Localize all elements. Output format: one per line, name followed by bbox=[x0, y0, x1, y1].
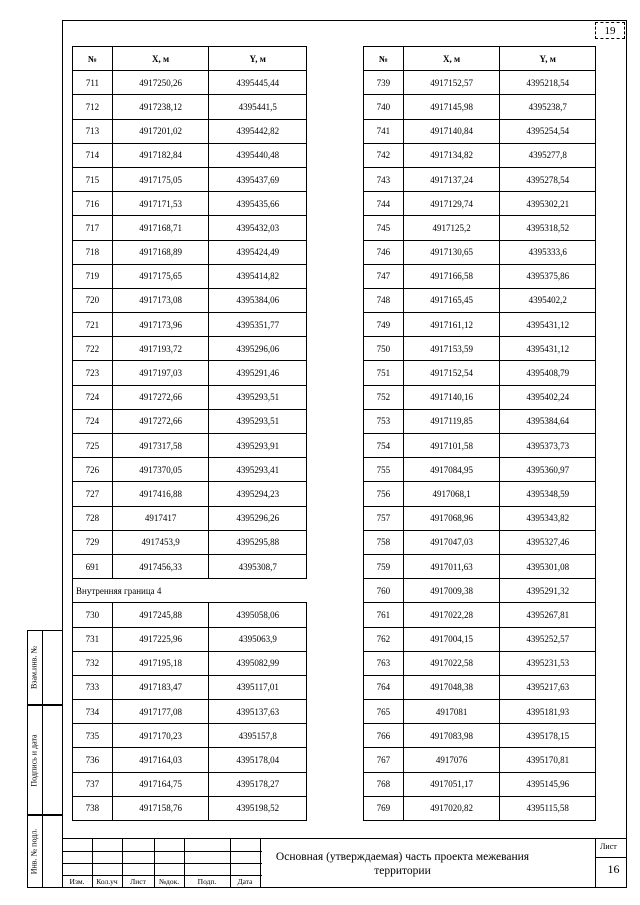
table-row bbox=[364, 482, 596, 506]
x-coordinate: 4917245,88 bbox=[112, 603, 209, 627]
point-number: 734 bbox=[73, 700, 113, 724]
document-title: Основная (утверждаемая) часть проекта межевания территории bbox=[275, 851, 530, 877]
x-coordinate: 4917068,96 bbox=[403, 506, 500, 530]
x-coordinate: 4917182,84 bbox=[112, 143, 209, 167]
point-number: 720 bbox=[73, 288, 113, 312]
y-coordinate: 4395238,7 bbox=[500, 95, 596, 119]
left-table-body bbox=[73, 71, 307, 821]
point-number: 757 bbox=[364, 506, 404, 530]
col-header-number: № bbox=[364, 47, 404, 71]
x-coordinate: 4917171,53 bbox=[112, 192, 209, 216]
y-coordinate: 4395442,82 bbox=[209, 119, 307, 143]
stamp-label-count: Кол.уч bbox=[96, 877, 118, 886]
y-coordinate: 4395082,99 bbox=[209, 651, 307, 675]
x-coordinate: 4917317,58 bbox=[112, 434, 209, 458]
point-number: 725 bbox=[73, 434, 113, 458]
y-coordinate: 4395293,91 bbox=[209, 434, 307, 458]
side-inv-orig-box bbox=[27, 815, 63, 888]
x-coordinate: 4917164,03 bbox=[112, 748, 209, 772]
y-coordinate: 4395137,63 bbox=[209, 700, 307, 724]
y-coordinate: 4395198,52 bbox=[209, 796, 307, 820]
y-coordinate: 4395254,54 bbox=[500, 119, 596, 143]
point-number: 715 bbox=[73, 167, 113, 191]
table-row bbox=[364, 506, 596, 530]
point-number: 765 bbox=[364, 700, 404, 724]
y-coordinate: 4395291,32 bbox=[500, 579, 596, 603]
point-number: 732 bbox=[73, 651, 113, 675]
x-coordinate: 4917197,03 bbox=[112, 361, 209, 385]
table-row bbox=[364, 458, 596, 482]
table-row bbox=[364, 216, 596, 240]
x-coordinate: 4917137,24 bbox=[403, 167, 500, 191]
point-number: 736 bbox=[73, 748, 113, 772]
section-note-row bbox=[73, 579, 307, 603]
x-coordinate: 4917129,74 bbox=[403, 192, 500, 216]
table-row bbox=[364, 651, 596, 675]
table-row bbox=[73, 724, 307, 748]
table-row bbox=[73, 554, 307, 578]
y-coordinate: 4395058,06 bbox=[209, 603, 307, 627]
x-coordinate: 4917225,96 bbox=[112, 627, 209, 651]
point-number: 733 bbox=[73, 675, 113, 699]
point-number: 714 bbox=[73, 143, 113, 167]
y-coordinate: 4395440,48 bbox=[209, 143, 307, 167]
stamp-label-sign: Подп. bbox=[197, 877, 217, 886]
table-row bbox=[364, 748, 596, 772]
point-number: 716 bbox=[73, 192, 113, 216]
y-coordinate: 4395402,2 bbox=[500, 288, 596, 312]
y-coordinate: 4395373,73 bbox=[500, 434, 596, 458]
table-row bbox=[364, 579, 596, 603]
point-number: 712 bbox=[73, 95, 113, 119]
point-number: 729 bbox=[73, 530, 113, 554]
point-number: 737 bbox=[73, 772, 113, 796]
x-coordinate: 4917076 bbox=[403, 748, 500, 772]
point-number: 743 bbox=[364, 167, 404, 191]
table-row bbox=[73, 772, 307, 796]
point-number: 713 bbox=[73, 119, 113, 143]
table-row bbox=[364, 71, 596, 95]
side-inv-replace-box bbox=[27, 630, 63, 705]
table-row bbox=[73, 192, 307, 216]
x-coordinate: 4917165,45 bbox=[403, 288, 500, 312]
stamp-label-date: Дата bbox=[237, 877, 253, 886]
y-coordinate: 4395291,46 bbox=[209, 361, 307, 385]
x-coordinate: 4917193,72 bbox=[112, 337, 209, 361]
y-coordinate: 4395445,44 bbox=[209, 71, 307, 95]
table-row bbox=[73, 651, 307, 675]
x-coordinate: 4917173,08 bbox=[112, 288, 209, 312]
table-row bbox=[73, 240, 307, 264]
table-row bbox=[73, 167, 307, 191]
x-coordinate: 4917417 bbox=[112, 506, 209, 530]
table-row bbox=[364, 796, 596, 820]
y-coordinate: 4395231,53 bbox=[500, 651, 596, 675]
point-number: 739 bbox=[364, 71, 404, 95]
y-coordinate: 4395318,52 bbox=[500, 216, 596, 240]
table-row bbox=[364, 95, 596, 119]
y-coordinate: 4395252,57 bbox=[500, 627, 596, 651]
x-coordinate: 4917125,2 bbox=[403, 216, 500, 240]
table-row bbox=[364, 288, 596, 312]
x-coordinate: 4917175,65 bbox=[112, 264, 209, 288]
x-coordinate: 4917047,03 bbox=[403, 530, 500, 554]
point-number: 718 bbox=[73, 240, 113, 264]
x-coordinate: 4917238,12 bbox=[112, 95, 209, 119]
table-row bbox=[364, 627, 596, 651]
x-coordinate: 4917456,33 bbox=[112, 554, 209, 578]
table-row bbox=[73, 506, 307, 530]
x-coordinate: 4917020,82 bbox=[403, 796, 500, 820]
y-coordinate: 4395348,59 bbox=[500, 482, 596, 506]
point-number: 751 bbox=[364, 361, 404, 385]
y-coordinate: 4395170,81 bbox=[500, 748, 596, 772]
y-coordinate: 4395294,23 bbox=[209, 482, 307, 506]
point-number: 719 bbox=[73, 264, 113, 288]
x-coordinate: 4917022,28 bbox=[403, 603, 500, 627]
table-row bbox=[364, 724, 596, 748]
y-coordinate: 4395441,5 bbox=[209, 95, 307, 119]
point-number: 724 bbox=[73, 409, 113, 433]
y-coordinate: 4395115,58 bbox=[500, 796, 596, 820]
table-row bbox=[364, 772, 596, 796]
x-coordinate: 4917051,17 bbox=[403, 772, 500, 796]
table-row bbox=[364, 361, 596, 385]
table-row bbox=[73, 700, 307, 724]
table-row bbox=[73, 264, 307, 288]
y-coordinate: 4395296,06 bbox=[209, 337, 307, 361]
point-number: 747 bbox=[364, 264, 404, 288]
x-coordinate: 4917101,58 bbox=[403, 434, 500, 458]
y-coordinate: 4395431,12 bbox=[500, 337, 596, 361]
col-header-x: X, м bbox=[403, 47, 500, 71]
point-number: 767 bbox=[364, 748, 404, 772]
x-coordinate: 4917272,66 bbox=[112, 385, 209, 409]
point-number: 756 bbox=[364, 482, 404, 506]
x-coordinate: 4917084,95 bbox=[403, 458, 500, 482]
point-number: 766 bbox=[364, 724, 404, 748]
table-row bbox=[364, 192, 596, 216]
x-coordinate: 4917175,05 bbox=[112, 167, 209, 191]
table-row bbox=[364, 167, 596, 191]
table-row bbox=[73, 530, 307, 554]
table-row bbox=[73, 434, 307, 458]
y-coordinate: 4395408,79 bbox=[500, 361, 596, 385]
y-coordinate: 4395343,82 bbox=[500, 506, 596, 530]
table-row bbox=[73, 216, 307, 240]
point-number: 754 bbox=[364, 434, 404, 458]
table-row bbox=[364, 409, 596, 433]
table-row bbox=[73, 337, 307, 361]
point-number: 762 bbox=[364, 627, 404, 651]
section-note: Внутренняя граница 4 bbox=[73, 579, 307, 603]
y-coordinate: 4395178,04 bbox=[209, 748, 307, 772]
point-number: 760 bbox=[364, 579, 404, 603]
y-coordinate: 4395178,15 bbox=[500, 724, 596, 748]
x-coordinate: 4917119,85 bbox=[403, 409, 500, 433]
point-number: 742 bbox=[364, 143, 404, 167]
side-sign-date-label: Подпись и дата bbox=[29, 734, 39, 787]
y-coordinate: 4395375,86 bbox=[500, 264, 596, 288]
x-coordinate: 4917168,89 bbox=[112, 240, 209, 264]
x-coordinate: 4917140,16 bbox=[403, 385, 500, 409]
x-coordinate: 4917022,58 bbox=[403, 651, 500, 675]
point-number: 753 bbox=[364, 409, 404, 433]
col-header-y: Y, м bbox=[209, 47, 307, 71]
table-row bbox=[73, 796, 307, 820]
y-coordinate: 4395157,8 bbox=[209, 724, 307, 748]
x-coordinate: 4917453,9 bbox=[112, 530, 209, 554]
x-coordinate: 4917081 bbox=[403, 700, 500, 724]
x-coordinate: 4917183,47 bbox=[112, 675, 209, 699]
y-coordinate: 4395267,81 bbox=[500, 603, 596, 627]
point-number: 764 bbox=[364, 675, 404, 699]
x-coordinate: 4917140,84 bbox=[403, 119, 500, 143]
point-number: 740 bbox=[364, 95, 404, 119]
y-coordinate: 4395384,64 bbox=[500, 409, 596, 433]
y-coordinate: 4395327,46 bbox=[500, 530, 596, 554]
y-coordinate: 4395063,9 bbox=[209, 627, 307, 651]
y-coordinate: 4395432,03 bbox=[209, 216, 307, 240]
point-number: 726 bbox=[73, 458, 113, 482]
point-number: 717 bbox=[73, 216, 113, 240]
x-coordinate: 4917177,08 bbox=[112, 700, 209, 724]
point-number: 711 bbox=[73, 71, 113, 95]
y-coordinate: 4395117,01 bbox=[209, 675, 307, 699]
point-number: 691 bbox=[73, 554, 113, 578]
x-coordinate: 4917168,71 bbox=[112, 216, 209, 240]
x-coordinate: 4917164,75 bbox=[112, 772, 209, 796]
table-row bbox=[73, 119, 307, 143]
right-table-body bbox=[364, 71, 596, 821]
point-number: 738 bbox=[73, 796, 113, 820]
point-number: 759 bbox=[364, 554, 404, 578]
x-coordinate: 4917416,88 bbox=[112, 482, 209, 506]
x-coordinate: 4917170,23 bbox=[112, 724, 209, 748]
y-coordinate: 4395437,69 bbox=[209, 167, 307, 191]
point-number: 741 bbox=[364, 119, 404, 143]
x-coordinate: 4917009,38 bbox=[403, 579, 500, 603]
point-number: 752 bbox=[364, 385, 404, 409]
y-coordinate: 4395414,82 bbox=[209, 264, 307, 288]
y-coordinate: 4395218,54 bbox=[500, 71, 596, 95]
y-coordinate: 4395181,93 bbox=[500, 700, 596, 724]
side-inv-replace-label: Взам.инв. № bbox=[29, 645, 39, 690]
table-row bbox=[73, 288, 307, 312]
x-coordinate: 4917011,63 bbox=[403, 554, 500, 578]
x-coordinate: 4917134,82 bbox=[403, 143, 500, 167]
table-row bbox=[73, 675, 307, 699]
table-row bbox=[364, 240, 596, 264]
table-row bbox=[73, 458, 307, 482]
coordinates-table-right bbox=[363, 46, 596, 821]
x-coordinate: 4917370,05 bbox=[112, 458, 209, 482]
x-coordinate: 4917158,76 bbox=[112, 796, 209, 820]
x-coordinate: 4917161,12 bbox=[403, 313, 500, 337]
table-row bbox=[73, 748, 307, 772]
table-row bbox=[73, 361, 307, 385]
x-coordinate: 4917272,66 bbox=[112, 409, 209, 433]
x-coordinate: 4917130,65 bbox=[403, 240, 500, 264]
y-coordinate: 4395435,66 bbox=[209, 192, 307, 216]
x-coordinate: 4917068,1 bbox=[403, 482, 500, 506]
point-number: 727 bbox=[73, 482, 113, 506]
y-coordinate: 4395301,08 bbox=[500, 554, 596, 578]
point-number: 746 bbox=[364, 240, 404, 264]
y-coordinate: 4395293,51 bbox=[209, 409, 307, 433]
stamp-label-sheet: Лист bbox=[130, 877, 146, 886]
col-header-y: Y, м bbox=[500, 47, 596, 71]
table-row bbox=[364, 675, 596, 699]
table-row bbox=[364, 313, 596, 337]
table-row bbox=[364, 143, 596, 167]
y-coordinate: 4395293,41 bbox=[209, 458, 307, 482]
x-coordinate: 4917166,58 bbox=[403, 264, 500, 288]
top-sheet-number: 19 bbox=[595, 22, 625, 39]
table-row bbox=[364, 119, 596, 143]
x-coordinate: 4917152,57 bbox=[403, 71, 500, 95]
point-number: 723 bbox=[73, 361, 113, 385]
table-row bbox=[364, 554, 596, 578]
sheet-number: 16 bbox=[607, 862, 620, 876]
x-coordinate: 4917083,98 bbox=[403, 724, 500, 748]
table-row bbox=[364, 337, 596, 361]
point-number: 748 bbox=[364, 288, 404, 312]
table-row bbox=[364, 264, 596, 288]
y-coordinate: 4395277,8 bbox=[500, 143, 596, 167]
y-coordinate: 4395145,96 bbox=[500, 772, 596, 796]
table-row bbox=[73, 143, 307, 167]
stamp-label-change: Изм. bbox=[69, 877, 85, 886]
table-row bbox=[73, 603, 307, 627]
y-coordinate: 4395333,6 bbox=[500, 240, 596, 264]
x-coordinate: 4917152,54 bbox=[403, 361, 500, 385]
stamp-label-doc: №док. bbox=[158, 877, 180, 886]
point-number: 728 bbox=[73, 506, 113, 530]
coordinates-table-left bbox=[72, 46, 307, 821]
x-coordinate: 4917250,26 bbox=[112, 71, 209, 95]
col-header-number: № bbox=[73, 47, 113, 71]
y-coordinate: 4395296,26 bbox=[209, 506, 307, 530]
point-number: 721 bbox=[73, 313, 113, 337]
y-coordinate: 4395402,24 bbox=[500, 385, 596, 409]
table-row bbox=[73, 627, 307, 651]
x-coordinate: 4917195,18 bbox=[112, 651, 209, 675]
y-coordinate: 4395178,27 bbox=[209, 772, 307, 796]
point-number: 755 bbox=[364, 458, 404, 482]
point-number: 758 bbox=[364, 530, 404, 554]
point-number: 749 bbox=[364, 313, 404, 337]
point-number: 745 bbox=[364, 216, 404, 240]
point-number: 761 bbox=[364, 603, 404, 627]
sheet-label: Лист bbox=[600, 842, 617, 851]
y-coordinate: 4395302,21 bbox=[500, 192, 596, 216]
table-row bbox=[73, 482, 307, 506]
table-row bbox=[73, 95, 307, 119]
col-header-x: X, м bbox=[112, 47, 209, 71]
x-coordinate: 4917048,38 bbox=[403, 675, 500, 699]
point-number: 731 bbox=[73, 627, 113, 651]
y-coordinate: 4395431,12 bbox=[500, 313, 596, 337]
table-row bbox=[364, 603, 596, 627]
y-coordinate: 4395293,51 bbox=[209, 385, 307, 409]
y-coordinate: 4395384,06 bbox=[209, 288, 307, 312]
side-inv-orig-label: Инв. № подл. bbox=[29, 828, 39, 875]
point-number: 724 bbox=[73, 385, 113, 409]
point-number: 744 bbox=[364, 192, 404, 216]
point-number: 730 bbox=[73, 603, 113, 627]
y-coordinate: 4395278,54 bbox=[500, 167, 596, 191]
x-coordinate: 4917145,98 bbox=[403, 95, 500, 119]
table-row bbox=[73, 313, 307, 337]
table-row bbox=[364, 385, 596, 409]
table-row bbox=[364, 700, 596, 724]
point-number: 735 bbox=[73, 724, 113, 748]
x-coordinate: 4917201,02 bbox=[112, 119, 209, 143]
y-coordinate: 4395308,7 bbox=[209, 554, 307, 578]
y-coordinate: 4395351,77 bbox=[209, 313, 307, 337]
table-row bbox=[73, 71, 307, 95]
y-coordinate: 4395360,97 bbox=[500, 458, 596, 482]
table-row bbox=[73, 385, 307, 409]
x-coordinate: 4917153,59 bbox=[403, 337, 500, 361]
table-row bbox=[364, 530, 596, 554]
y-coordinate: 4395295,88 bbox=[209, 530, 307, 554]
x-coordinate: 4917173,96 bbox=[112, 313, 209, 337]
x-coordinate: 4917004,15 bbox=[403, 627, 500, 651]
point-number: 750 bbox=[364, 337, 404, 361]
table-row bbox=[73, 409, 307, 433]
point-number: 769 bbox=[364, 796, 404, 820]
y-coordinate: 4395217,63 bbox=[500, 675, 596, 699]
point-number: 763 bbox=[364, 651, 404, 675]
point-number: 768 bbox=[364, 772, 404, 796]
table-row bbox=[364, 434, 596, 458]
point-number: 722 bbox=[73, 337, 113, 361]
y-coordinate: 4395424,49 bbox=[209, 240, 307, 264]
side-sign-date-box bbox=[27, 705, 63, 815]
